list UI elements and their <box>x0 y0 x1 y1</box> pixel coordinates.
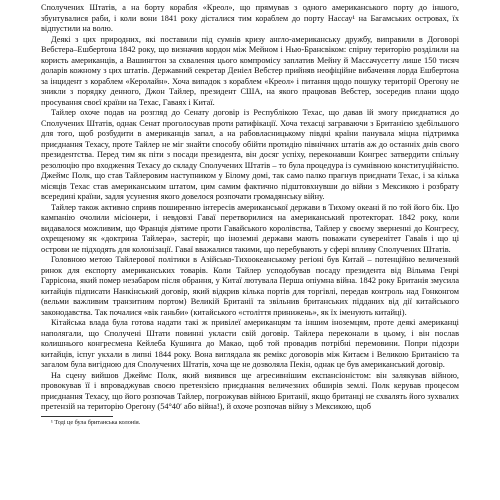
paragraph-3: Тайлер охоче подав на розгляд до Сенату договір із Республікою Техас, що давав їй змогу приєднатися до Сполучених Штатів, однак Сенат проголосував проти ратифікації. Хоча техасці заграваючи з Британією здебільшого для того, щоб розбудити в американців запал, а на рабовласницькому півдні країни панувала міцна підтримка приєднання Техасу, проте Тайлер не міг знайти способу обійти протидію північних штатів аж до останніх днів свого президентства. Перед тим як піти з посади президента, він досяг успіху, переконавши Конгрес затвердити спільну резолюцію про входження Техасу до складу Сполучених Штатів – то була процедура із сумнівною конституційністю. Джеймс Полк, що став Тайлеровим наступником у Білому домі, так само палко прагнув приєднати Техас, і за кілька місяців Техас став американським штатом, цим самим фактично підштовхнувши до війни з Мексикою і розбрату всередині країни, задля усунення якого довелося розпочати громадянську війну. <box>41 108 459 201</box>
paragraph-5: Головною метою Тайлерової політики в Азійсько-Тихоокеанському регіоні був Китай – потенційно величезний ринок для експорту американських товарів. Коли Тайлер усподобував посаду президента від Вільяма Генрі Гаррісона, який помер незабаром після обрання, у Китаї лютувала Перша опіумна війна. 1842 року Британія змусила китайців підписати Нанкінський договір, який відкрив кілька портів для торгівлі, передав контроль над Гонконгом (вельми важливим транзитним портом) Великій Британії та звільнив британських підданих від дії китайського законодавства. Так почалися «вік ганьби» (китайського «століття принижень», як їх іменують китайці). <box>41 255 459 317</box>
paragraph-4: Тайлер також активно сприяв поширенню інтересів американської держави в Тихому океані й по той його бік. Цю кампанію очолили місіонери, і невдовзі Гаваї перетворилися на американський протекторат. 1842 року, коли видавалося можливим, що Франція діятиме проти Гавайського королівства, Тайлер у своєму зверненні до Конгресу, охрещеному як «доктрина Тайлера», застеріг, що іноземні держави мають поважати суверенітет Гаваїв і що ці острови не підходять для колонізації. Гаваї вважалися такими, що перебувають у сфері впливу Сполучених Штатів. <box>41 202 459 254</box>
footnote-divider <box>41 416 113 417</box>
footnote: ¹ Тоді це була британська колонія. <box>51 418 141 426</box>
paragraph-1: Сполучених Штатів, а на борту корабля «Креол», що прямував з одного американського порту до іншого, збунтувалися раби, і коли вони 1841 року дісталися тим кораблем до порту Нассау¹ на Багамських островах, їх відпустили на волю. <box>41 3 459 33</box>
body-text <box>41 3 459 413</box>
paragraph-2: Деякі з цих природних, які поставили під сумнів кризу англо-американську дружбу, виправили в Договорі Вебстера–Ешбертона 1842 року, що визначив кордон між Мейном і Нью-Брансвіком: спірну територію розділили на користь американців, а Вашингтон за схвалення цього компромісу заплатив Мейну й Массачусетту лише 150 тисяч доларів кожному з цих штатів. Державний секретар Деніел Вебстер прийняв неофіційне вибачення лорда Ешбертона за інцидент з кораблем «Керолайн». Хоча випадок з кораблем «Креол» і питання щодо пошуку території Орегону не зникли з порядку денного, Джон Тайлер, президент США, на якого працював Вебстер, зосередив плани щодо просування своєї країни на Техас, Гаваях і Китаї. <box>41 34 459 107</box>
paragraph-7: На сцену вийшов Джеймс Полк, який виявився ще агресивнішим експансіоністом: він залякував війною, провокував її і впроваджував своєю претензією приєднання величезних обширів землі. Полк керував процесом приєднання Техасу, що його розпочав Тайлер, погрожував війною Британії, якщо британці не схвалять його зухвалих претензій на територію Орегону (54°40′ або війна!), й охоче розпочав війну з Мексикою, щоб <box>41 370 459 411</box>
paragraph-6: Кітайська влада була готова надати такі ж привілеї американцям та іншим іноземцям, проте деякі американці наполягали, що Сполучені Штати повинні укласти свій договір. Тайлера переконали в цьому, і він послав колишнього конгресмена Кейлеба Кушинга до Макао, щоб той провадив потрібні перемовини. Попри підозри китайців, іспуг укхали в липні 1844 року. Вона виглядала як ремікс договорів між Китаєм і Великою Британією та загалом була вигідною для Сполучених Штатів, хоча ще не дозволяла Пекін, однак це був американський договір. <box>41 318 459 369</box>
